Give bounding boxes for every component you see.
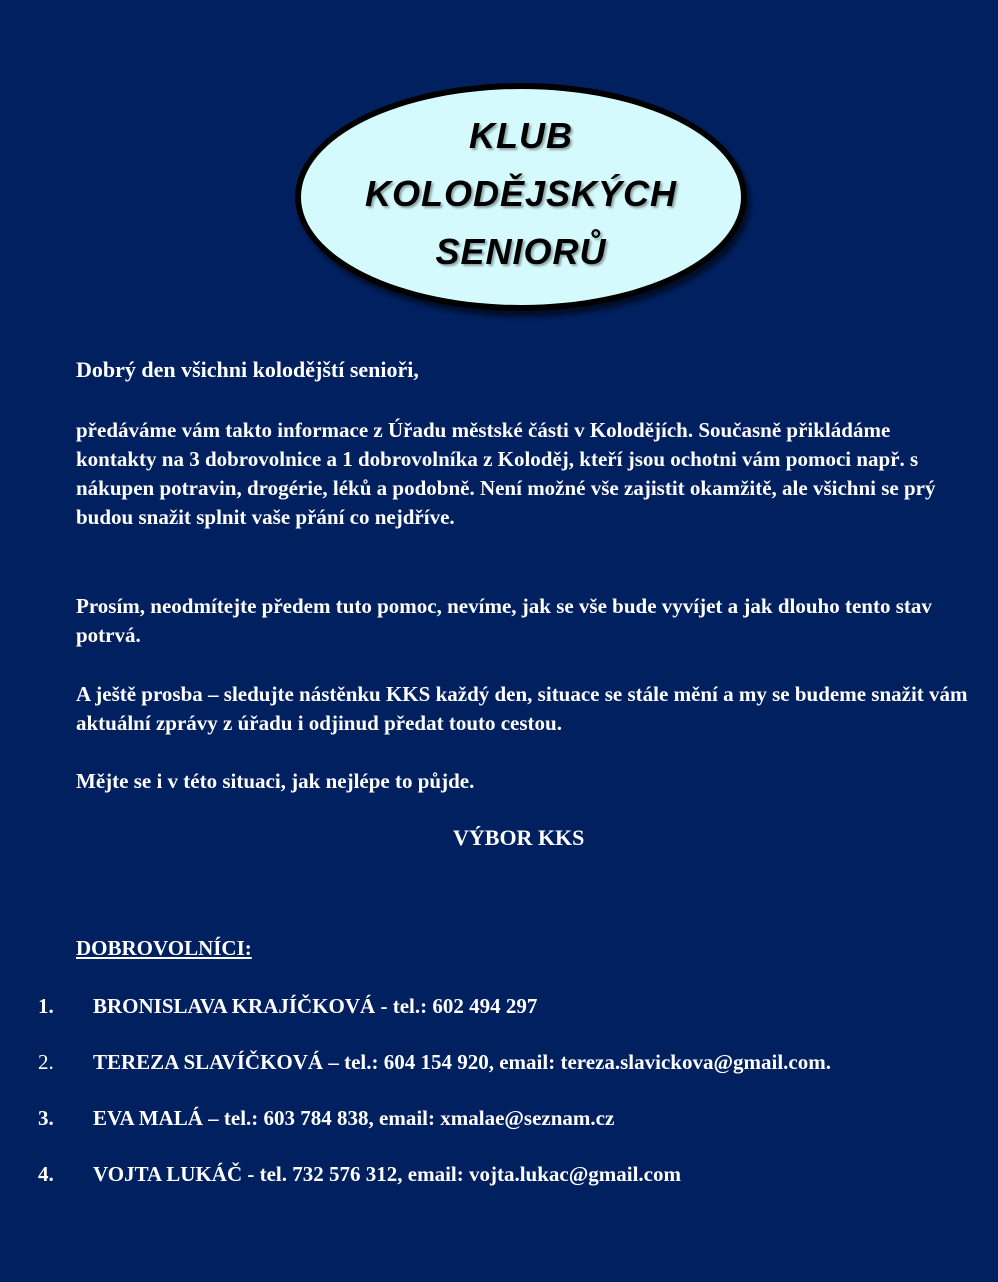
volunteer-number: 2. xyxy=(38,1050,54,1074)
volunteer-item xyxy=(0,1106,998,1136)
volunteer-contact: BRONISLAVA KRAJÍČKOVÁ - tel.: 602 494 297 xyxy=(93,994,538,1018)
club-logo-title xyxy=(295,107,747,281)
volunteer-contact: TEREZA SLAVÍČKOVÁ – tel.: 604 154 920, email: tereza.slavickova@gmail.com. xyxy=(93,1050,831,1074)
volunteer-contact: EVA MALÁ – tel.: 603 784 838, email: xmalae@seznam.cz xyxy=(93,1106,615,1130)
logo-line-3: SENIORŮ xyxy=(435,231,607,272)
volunteer-number: 1. xyxy=(38,994,54,1018)
letter-greeting: Dobrý den všichni kolodějští senioři, xyxy=(76,357,419,382)
volunteer-number: 4. xyxy=(38,1162,54,1186)
logo-line-1: KLUB xyxy=(469,115,573,156)
volunteer-item xyxy=(0,994,998,1024)
letter-paragraph-1: předáváme vám takto informace z Úřadu městské části v Kolodějích. Současně přikládáme kontakty na 3 dobrovolnice a 1 dobrovolníka z Koloděj, kteří jsou ochotni vám pomoci např. s nákupen potravin, drogérie, léků a podobně. Není možné vše zajistit okamžitě, ale všichni se prý budou snažit splnit vaše přání co nejdříve. xyxy=(76,418,936,529)
logo-line-2: KOLODĚJSKÝCH xyxy=(364,173,678,214)
volunteer-item xyxy=(0,1162,998,1192)
volunteer-contact: VOJTA LUKÁČ - tel. 732 576 312, email: vojta.lukac@gmail.com xyxy=(93,1162,681,1186)
volunteers-heading: DOBROVOLNÍCI: xyxy=(76,936,252,960)
letter-paragraph-3: A ještě prosba – sledujte nástěnku KKS každý den, situace se stále mění a my se budeme snažit vám aktuální zprávy z úřadu i odjinud předat touto cestou. xyxy=(76,682,968,735)
volunteer-item xyxy=(0,1050,998,1080)
volunteer-number: 3. xyxy=(38,1106,54,1130)
letter-paragraph-2: Prosím, neodmítejte předem tuto pomoc, nevíme, jak se vše bude vyvíjet a jak dlouho tento stav potrvá. xyxy=(76,594,932,647)
letter-signature: VÝBOR KKS xyxy=(453,825,585,850)
letter-paragraph-4: Mějte se i v této situaci, jak nejlépe to půjde. xyxy=(76,769,475,793)
